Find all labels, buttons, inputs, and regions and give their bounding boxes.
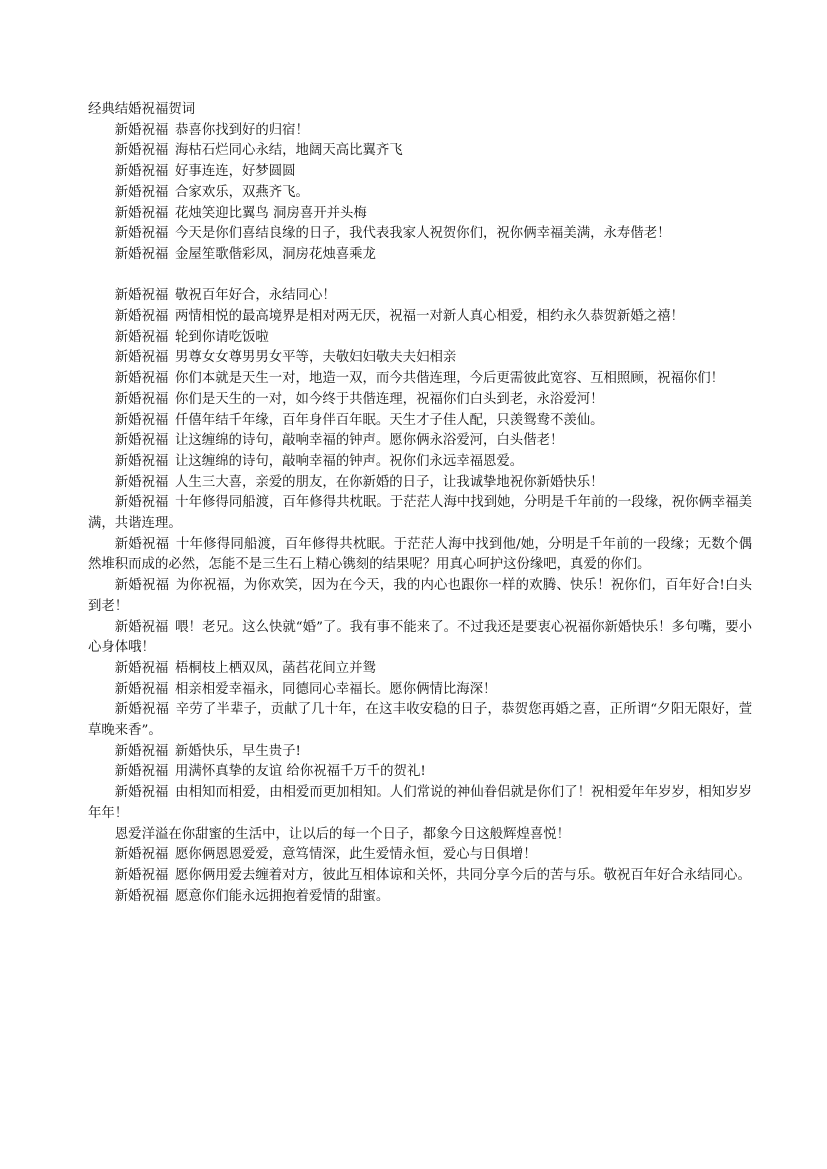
paragraph-text: 两情相悦的最高境界是相对两无厌，祝福一对新人真心相爱，相约永久恭贺新婚之禧！ [175,309,684,325]
paragraph [88,162,752,183]
paragraph-label: 新婚祝福 [114,246,169,262]
paragraph [88,493,752,534]
paragraph [88,348,752,369]
paragraph-text: 愿你俩用爱去缠着对方，彼此互相体谅和关怀，共同分享今后的苦与乐。敬祝百年好合永结同心。 [175,868,751,883]
paragraph-text: 花烛笑迎比翼鸟 洞房喜开并头梅 [175,205,367,221]
paragraph [88,369,752,390]
paragraph [88,183,752,204]
paragraph-text: 为你祝福，为你欢笑，因为在今天，我的内心也跟你一样的欢腾、快乐！祝你们，百年好合!白头到老！ [88,578,752,614]
paragraph-text: 十年修得同船渡，百年修得共枕眠。于茫茫人海中找到她，分明是千年前的一段缘，祝你俩幸福美满，共谐连理。 [88,495,753,532]
paragraph-text: 合家欢乐，双燕齐飞。 [175,184,309,200]
paragraph-label: 新婚祝福 [114,578,170,594]
paragraph-label: 新婚祝福 [114,164,169,180]
paragraph-label: 新婚祝福 [114,702,170,718]
paragraph-text: 金屋笙歌偕彩凤，洞房花烛喜乘龙 [175,246,376,262]
paragraph-text: 人生三大喜，亲爱的朋友，在你新婚的日子，让我诚挚地祝你新婚快乐！ [175,474,604,490]
paragraph [88,866,752,887]
paragraph-text: 由相知而相爱，由相爱而更加相知。人们常说的神仙眷侣就是你们了！祝相爱年年岁岁，相知岁岁年年！ [88,785,753,821]
paragraph-label: 新婚祝福 [114,288,169,304]
paragraph [88,431,752,452]
paragraph-label: 新婚祝福 [114,412,169,428]
paragraph-text: 新婚快乐，早生贵子! [175,743,301,759]
paragraph [88,411,752,432]
paragraph [88,762,752,783]
paragraph-label: 新婚祝福 [114,888,169,904]
paragraph-label: 新婚祝福 [114,205,169,221]
paragraph [88,452,752,473]
paragraph-text: 愿意你们能永远拥抱着爱情的甜蜜。 [175,888,390,904]
paragraph-label: 新婚祝福 [114,122,169,138]
paragraph-text: 恩爱洋溢在你甜蜜的生活中，让以后的每一个日子，都象今日这般辉煌喜悦！ [114,826,571,842]
paragraph-text: 男尊女女尊男男女平等，夫敬妇妇敬夫夫妇相亲 [175,350,457,366]
paragraph-label: 新婚祝福 [114,143,169,159]
paragraph-label: 新婚祝福 [114,681,169,697]
paragraph-text: 相亲相爱幸福永，同德同心幸福长。愿你俩情比海深！ [175,681,497,697]
paragraph [88,887,752,908]
paragraph-text: 海枯石烂同心永结，地阔天高比翼齐飞 [175,143,403,159]
paragraph [88,224,752,245]
paragraph-label: 新婚祝福 [114,453,169,469]
paragraph-label: 新婚祝福 [114,495,169,511]
paragraph-label: 新婚祝福 [114,785,169,801]
paragraph-label: 新婚祝福 [114,660,169,676]
paragraph-text: 好事连连，好梦圆圆 [175,164,296,180]
paragraph [88,328,752,349]
paragraph-text: 十年修得同船渡，百年修得共枕眠。于茫茫人海中找到他/她，分明是千年前的一段缘；无数个偶然堆积而成的必然，怎能不是三生石上精心镌刻的结果呢？用真心呵护这份缘吧，真爱的你们。 [88,536,752,573]
paragraph [88,618,752,659]
paragraph-label: 新婚祝福 [114,309,169,325]
paragraph-text: 喂！老兄。这么快就“婚”了。我有事不能来了。不过我还是要衷心祝福你新婚快乐！多句嘴，要小心身体哦！ [88,619,752,656]
paragraph [88,121,752,142]
paragraph [88,783,752,824]
paragraph-text: 你们是天生的一对，如今终于共偕连理，祝福你们白头到老，永浴爱河！ [175,391,604,407]
paragraph [88,742,752,763]
paragraph-label: 新婚祝福 [114,619,169,635]
paragraph [88,473,752,494]
paragraph-text: 敬祝百年好合，永结同心！ [175,288,336,304]
paragraph-label: 新婚祝福 [114,226,169,242]
paragraph [88,307,752,328]
paragraph [88,390,752,411]
paragraph-label: 新婚祝福 [114,743,169,759]
paragraph-label: 新婚祝福 [114,391,169,407]
paragraph-text: 梧桐枝上栖双凤，菡萏花间立并鸳 [175,660,376,676]
paragraph [88,576,752,617]
paragraph [88,680,752,701]
paragraph-text: 你们本就是天生一对，地造一双，而今共偕连理，今后更需彼此宽容、互相照顾，祝福你们！ [175,371,725,387]
paragraph-text: 恭喜你找到好的归宿！ [175,122,309,138]
paragraph-label: 新婚祝福 [114,184,169,200]
paragraph [88,845,752,866]
paragraph [88,204,752,225]
paragraph [88,659,752,680]
paragraph-label: 新婚祝福 [114,329,169,345]
paragraph-text: 仟僖年结千年缘，百年身伴百年眠。天生才子佳人配，只羡鸳鸯不羡仙。 [175,412,604,428]
paragraph-label: 新婚祝福 [114,868,169,883]
paragraph [88,141,752,162]
paragraph-label: 新婚祝福 [114,371,169,387]
paragraph [88,286,752,307]
paragraph-text: 今天是你们喜结良缘的日子，我代表我家人祝贺你们，祝你俩幸福美满，永寿偕老！ [175,226,671,242]
paragraph-text: 让这缠绵的诗句，敲响幸福的钟声。祝你们永远幸福恩爱。 [175,453,524,469]
paragraph-label: 新婚祝福 [114,536,170,552]
paragraph-label: 新婚祝福 [114,350,169,366]
paragraph-text: 让这缠绵的诗句，敲响幸福的钟声。愿你俩永浴爱河，白头偕老！ [175,433,564,449]
paragraph-label: 新婚祝福 [114,474,169,490]
paragraph-label: 新婚祝福 [114,764,169,780]
document-page [88,100,752,907]
paragraph-text: 轮到你请吃饭啦 [175,329,269,345]
paragraph [88,700,752,741]
paragraph [88,245,752,266]
paragraph-text: 辛劳了半辈子，贡献了几十年，在这丰收安稳的日子，恭贺您再婚之喜，正所谓“夕阳无限好，萱草晚来香”。 [88,702,753,739]
paragraph-spacer [88,266,752,287]
paragraph-label: 新婚祝福 [114,433,169,449]
document-title: 经典结婚祝福贺词 [88,102,196,117]
paragraph [88,825,752,846]
paragraph-text: 用满怀真挚的友谊 给你祝福千万千的贺礼! [175,764,426,780]
paragraph-label: 新婚祝福 [114,847,169,863]
paragraph [88,535,752,576]
paragraph-text: 愿你俩恩恩爱爱，意笃情深，此生爱情永恒，爱心与日俱增！ [175,847,537,863]
